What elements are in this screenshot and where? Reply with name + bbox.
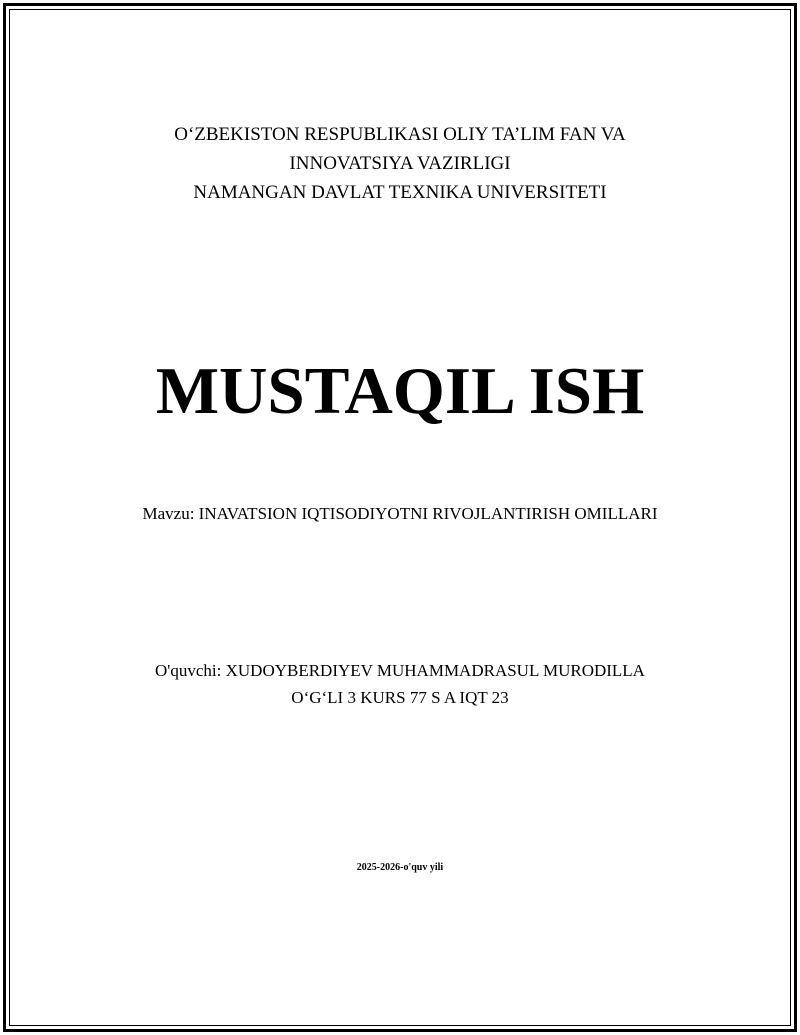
student-line-group: O‘G‘LI 3 KURS 77 S A IQT 23 (291, 688, 509, 707)
header-line-ministry: O‘ZBEKISTON RESPUBLIKASI OLIY TA’LIM FAN VA (174, 124, 626, 145)
academic-year: 2025-2026-o'quv yili (356, 862, 444, 873)
institution-header (0, 120, 800, 207)
document-title: MUSTAQIL ISH (155, 354, 645, 428)
header-line-university: NAMANGAN DAVLAT TEXNIKA UNIVERSITETI (193, 182, 607, 203)
student-line-name: O'quvchi: XUDOYBERDIYEV MUHAMMADRASUL MURODILLA (155, 661, 645, 680)
student-info (0, 657, 800, 711)
topic-line: Mavzu: INAVATSION IQTISODIYOTNI RIVOJLANTIRISH OMILLARI (142, 504, 658, 523)
header-line-ministry-cont: INNOVATSIYA VAZIRLIGI (289, 153, 511, 174)
